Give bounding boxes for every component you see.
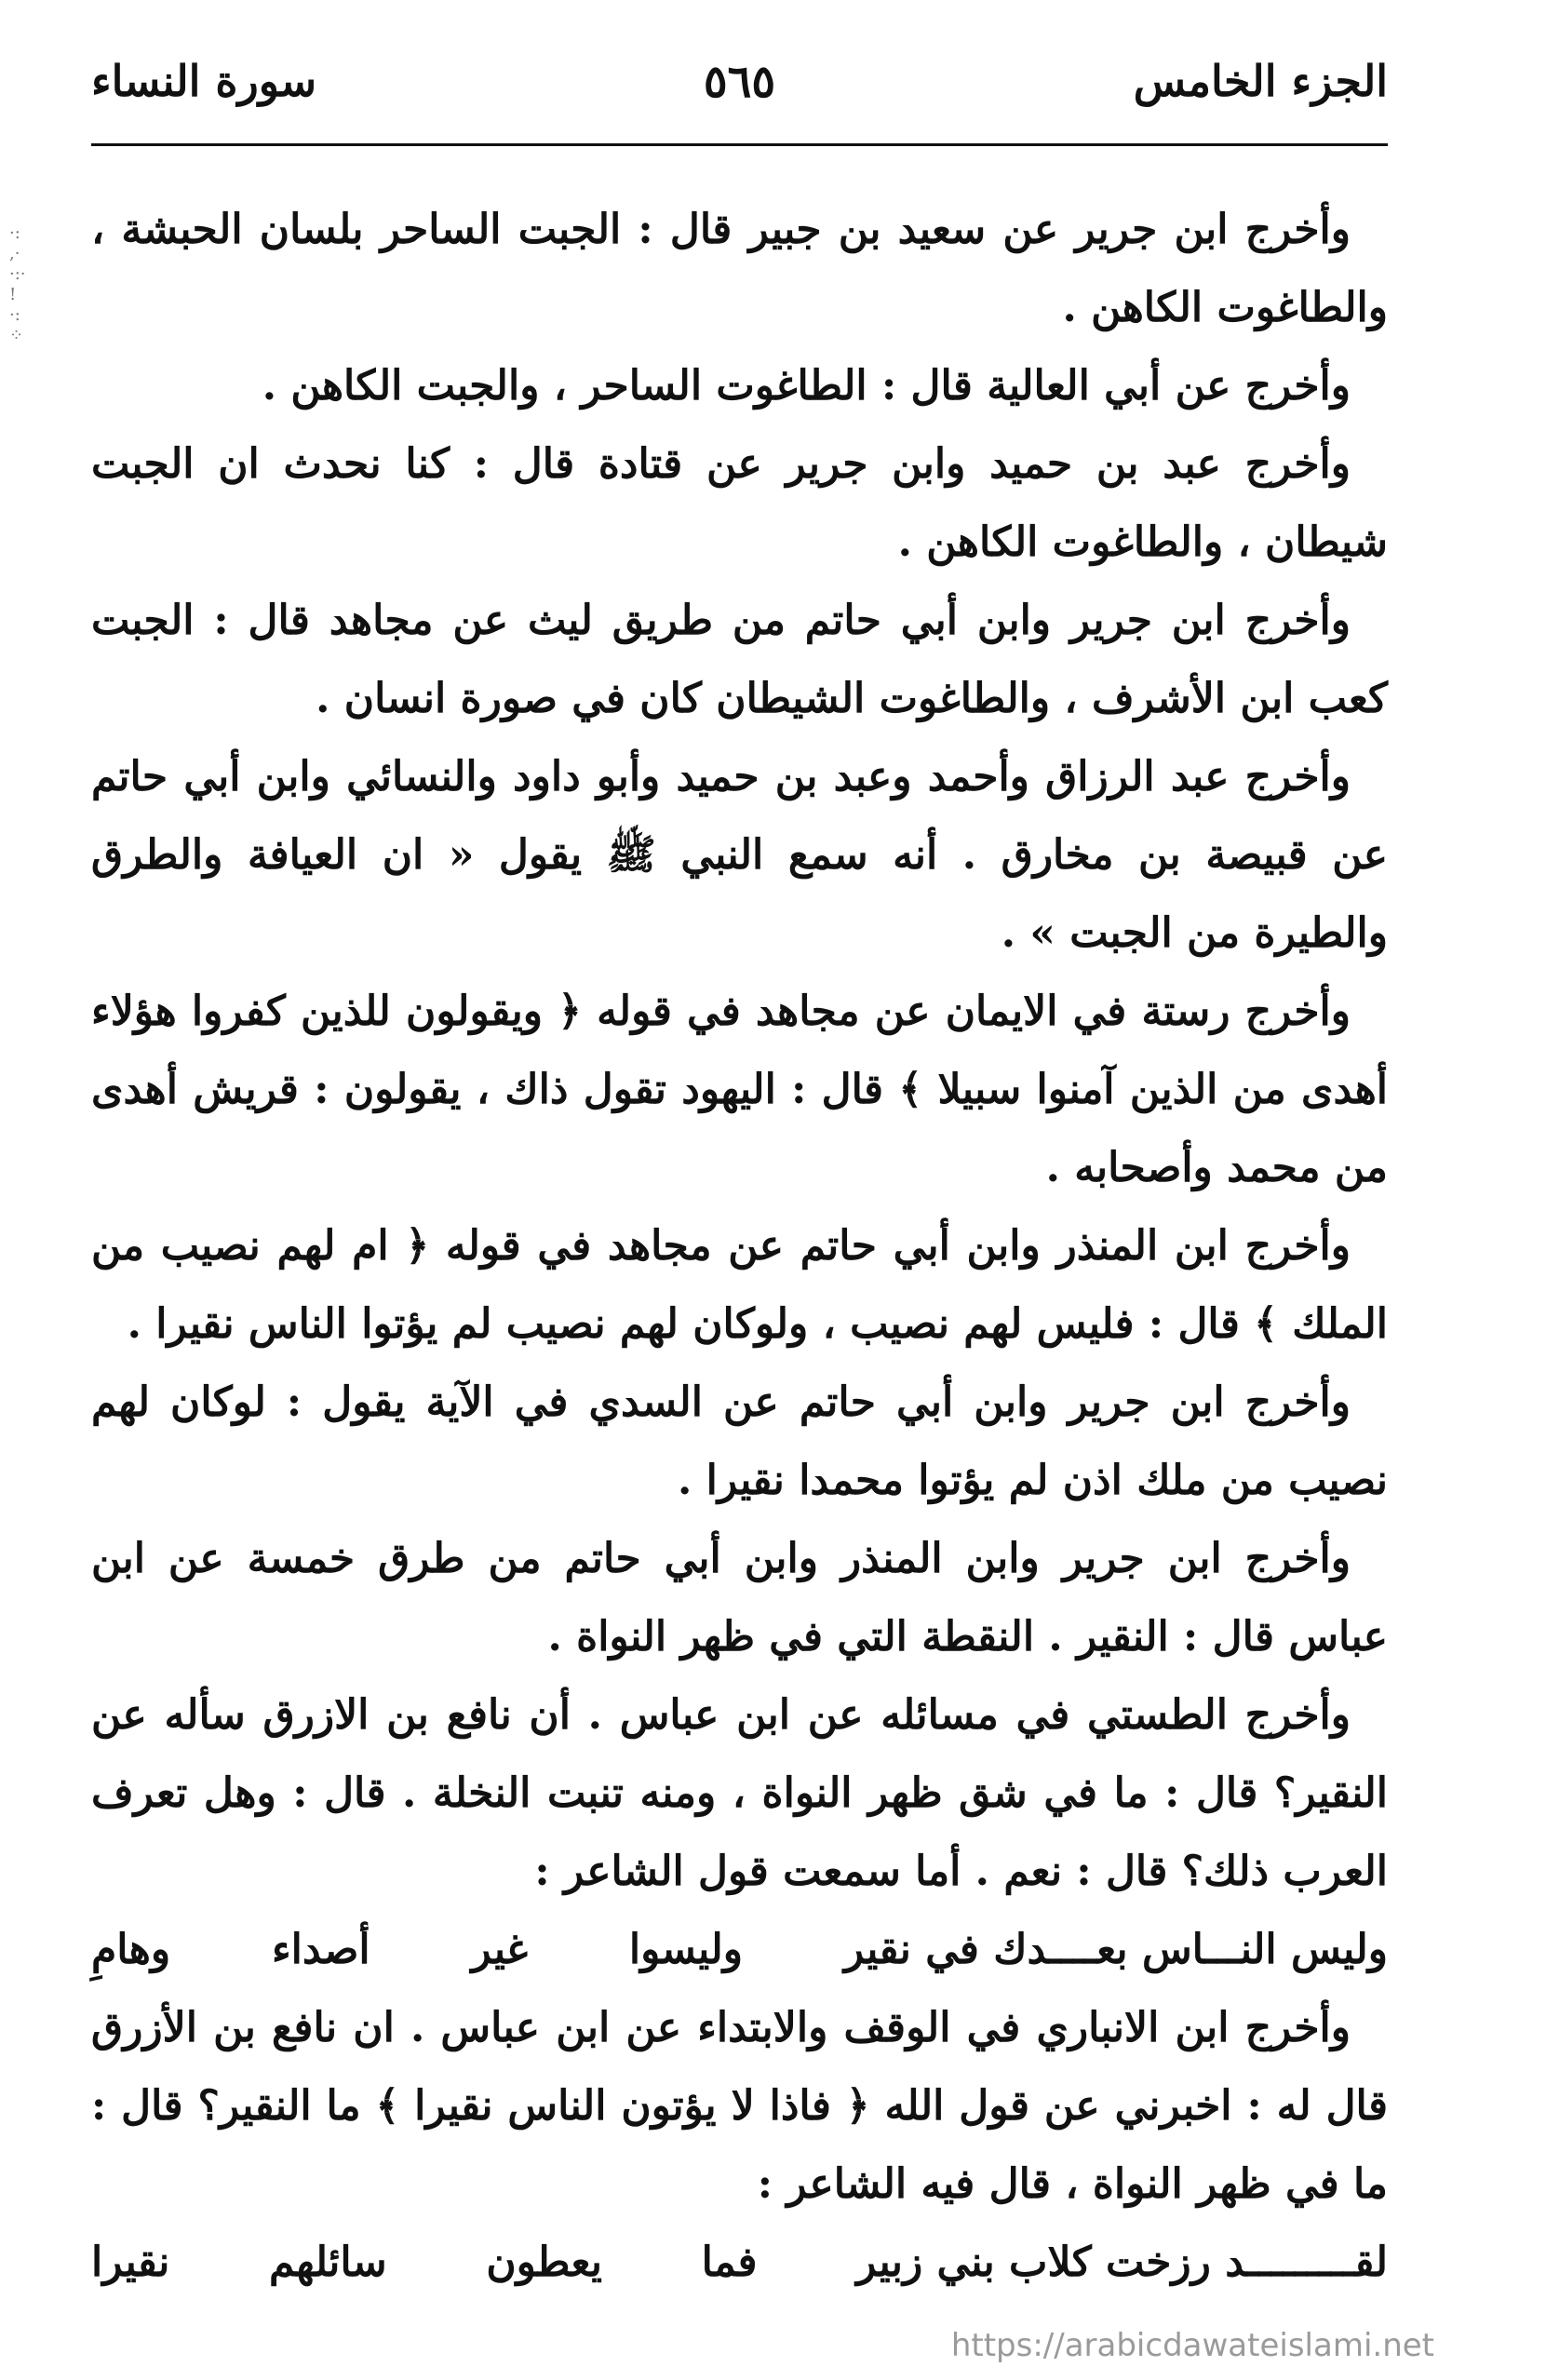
page-number: ٥٦٥: [703, 56, 776, 108]
page-header: [91, 48, 1388, 132]
paragraph: وأخرج ابن جرير وابن أبي حاتم من طريق ليث عن مجاهد قال : الجبت كعب ابن الأشرف ، والطاغوت الشيطان كان في صورة انسان .: [91, 597, 1388, 722]
verse-word: نقيرا: [91, 2239, 170, 2286]
paragraph: وأخرج ابن جرير وابن المنذر وابن أبي حاتم من طرق خمسة عن ابن عباس قال : النقير . النقطة التي في ظهر النواة .: [91, 1535, 1388, 1661]
paragraph: وأخرج ابن الانباري في الوقف والابتداء عن ابن عباس . ان نافع بن الأزرق قال له : اخبرني عن قول الله ﴿ فاذا لا يؤتون الناس نقيرا ﴾ ما النقير؟ قال : ما في ظهر النواة ، قال فيه الشاعر :: [91, 2004, 1388, 2208]
part-title: الجزء الخامس: [1133, 56, 1388, 106]
margin-marks: ·: ,· ·:· ! ·: ⁘: [9, 223, 26, 345]
paragraph: وأخرج عبد بن حميد وابن جرير عن قتادة قال : كنا نحدث ان الجبت شيطان ، والطاغوت الكاهن .: [91, 440, 1388, 566]
page-body: [91, 191, 1388, 2302]
verse-word: يعطون: [486, 2239, 602, 2286]
verse-word: سائلهم: [269, 2239, 387, 2286]
paragraph: وأخرج الطستي في مسائله عن ابن عباس . أن نافع بن الازرق سأله عن النقير؟ قال : ما في شق ظهر النواة ، ومنه تنبت النخلة . قال : وهل تعرف العرب ذلك؟ قال : نعم . أما سمعت قول الشاعر :: [91, 1691, 1388, 1895]
header-rule: [91, 143, 1388, 146]
poetry-verse: [91, 1911, 1388, 1989]
verse-word: أصداء: [271, 1926, 370, 1973]
surah-title: سورة النساء: [91, 56, 316, 106]
source-watermark: https://arabicdawateislami.net: [950, 2327, 1434, 2364]
paragraph: وأخرج ابن جرير وابن أبي حاتم عن السدي في الآية يقول : لوكان لهم نصيب من ملك اذن لم يؤتوا محمدا نقيرا .: [91, 1378, 1388, 1504]
paragraph: وأخرج عبد الرزاق وأحمد وعبد بن حميد وأبو داود والنسائي وابن أبي حاتم عن قبيصة بن مخارق . أنه سمع النبي ﷺ يقول « ان العيافة والطرق والطيرة من الجبت » .: [91, 753, 1388, 957]
paragraph: وأخرج ابن المنذر وابن أبي حاتم عن مجاهد في قوله ﴿ ام لهم نصيب من الملك ﴾ قال : فليس لهم نصيب ، ولوكان لهم نصيب لم يؤتوا الناس نقيرا .: [91, 1222, 1388, 1348]
poetry-verse: [91, 2224, 1388, 2302]
verse-word: وليس النـــاس بعــــدك في نقير: [843, 1926, 1388, 1973]
paragraph: وأخرج رستة في الايمان عن مجاهد في قوله ﴿ ويقولون للذين كفروا هؤلاء أهدى من الذين آمنوا سبيلا ﴾ قال : اليهود تقول ذاك ، يقولون : قريش أهدى من محمد وأصحابه .: [91, 988, 1388, 1191]
paragraph: وأخرج ابن جرير عن سعيد بن جبير قال : الجبت الساحر بلسان الحبشة ، والطاغوت الكاهن .: [91, 206, 1388, 331]
verse-word: وليسوا: [628, 1926, 743, 1973]
verse-word: فما: [701, 2239, 758, 2286]
verse-word: لقـــــــــد رزخت كلاب بني زبير: [856, 2239, 1388, 2286]
paragraph: وأخرج عن أبي العالية قال : الطاغوت الساحر ، والجبت الكاهن .: [262, 362, 1351, 410]
verse-word: وهامِ: [91, 1926, 171, 1973]
verse-word: غير: [471, 1926, 528, 1973]
